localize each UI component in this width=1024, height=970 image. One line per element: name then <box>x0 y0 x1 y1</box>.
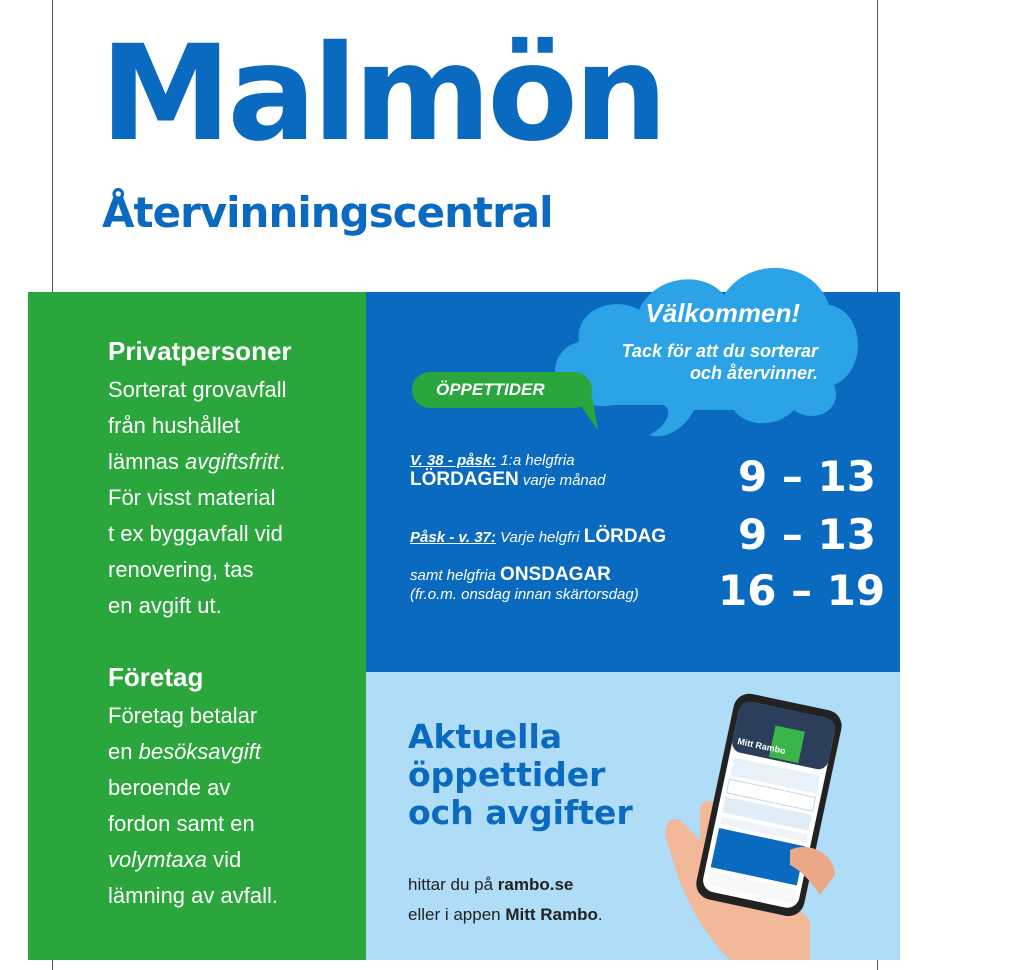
schedule-row-3: samt helgfria ONSDAGAR (fr.o.m. onsdag innan skärtorsdag) <box>410 564 639 603</box>
business-heading: Företag <box>108 662 204 692</box>
welcome-title: Välkommen! <box>645 298 800 328</box>
schedule-time-1: 9 – 13 <box>738 452 876 501</box>
app-name: Mitt Rambo <box>505 905 598 924</box>
business-text: Företag betalar en besöksavgift beroende av fordon samt en volymtaxa vid lämning av avfall. <box>108 703 278 908</box>
phone-in-hand-illustration <box>660 690 860 960</box>
tag-tail <box>578 396 598 430</box>
info-panel-green <box>28 292 366 960</box>
schedule-time-2: 9 – 13 <box>738 510 876 559</box>
promo-title: Aktuella öppettider och avgifter <box>408 717 633 832</box>
phone-app-title: Mitt Rambo <box>736 736 787 757</box>
page-title: Malmön <box>100 17 664 171</box>
welcome-subtitle: Tack för att du sorterar och återvinner. <box>621 341 818 383</box>
schedule-time-3: 16 – 19 <box>718 566 886 615</box>
promo-text: hittar du på rambo.se eller i appen Mitt Rambo. <box>408 875 603 924</box>
hours-tag-label: ÖPPETTIDER <box>436 380 545 399</box>
rambo-link[interactable]: rambo.se <box>497 875 574 894</box>
private-text: Sorterat grovavfall från hushållet lämnas avgiftsfritt. För visst material t ex byggavfall vid renovering, tas en avgift ut. <box>108 377 287 618</box>
schedule-row-2: Påsk - v. 37: Varje helgfri LÖRDAG <box>410 526 667 547</box>
page-subtitle: Återvinningscentral <box>102 188 553 237</box>
private-heading: Privatpersoner <box>108 336 292 366</box>
schedule-row-1: V. 38 - påsk: 1:a helgfria LÖRDAGEN varje månad <box>410 452 606 490</box>
